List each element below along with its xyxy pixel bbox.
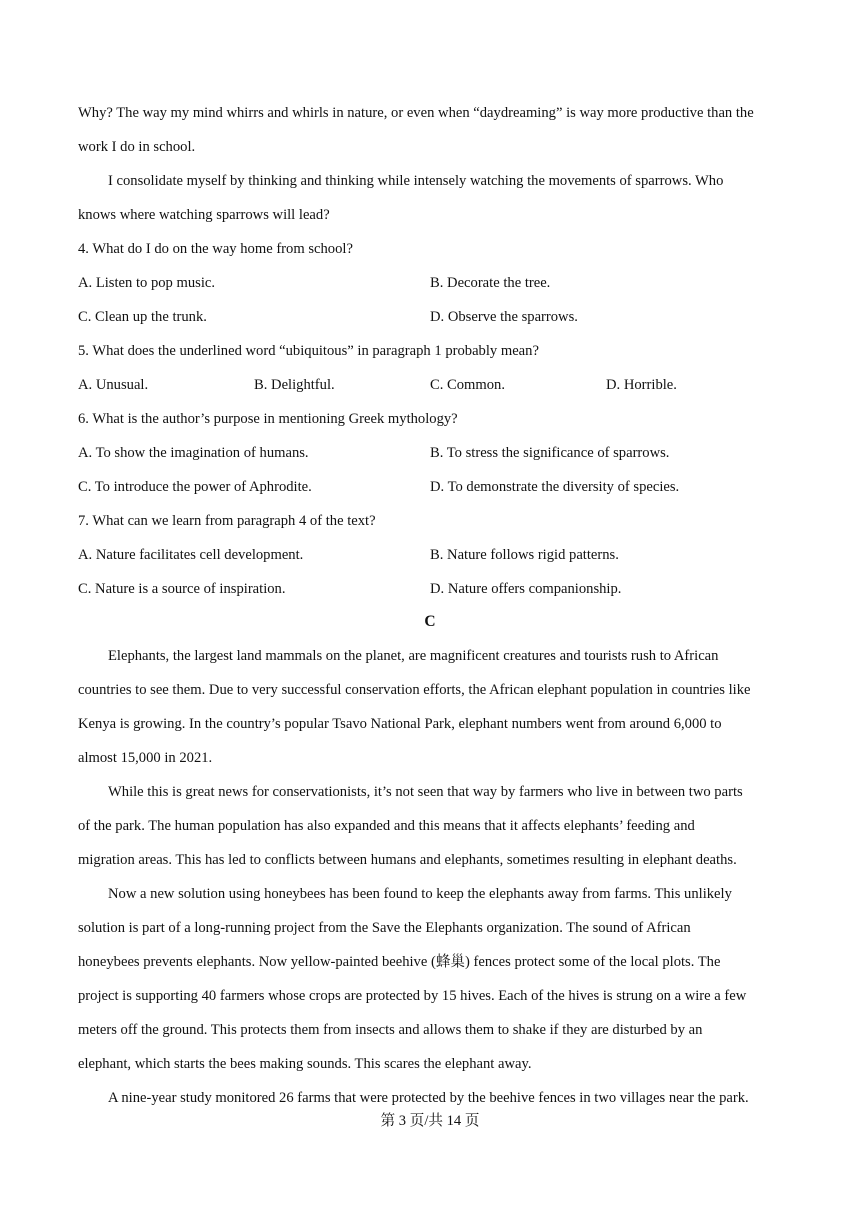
option-a: A. Unusual. <box>78 377 149 393</box>
passage-line: While this is great news for conservationists, it’s not seen that way by farmers who live in between two parts <box>108 784 743 800</box>
option-c: C. Clean up the trunk. <box>78 309 207 325</box>
passage-line: Elephants, the largest land mammals on the planet, are magnificent creatures and tourists rush to African <box>108 648 719 664</box>
question-stem: 7. What can we learn from paragraph 4 of the text? <box>78 513 376 529</box>
passage-line: Now a new solution using honeybees has been found to keep the elephants away from farms. This unlikely <box>108 886 732 902</box>
question-stem: 6. What is the author’s purpose in mentioning Greek mythology? <box>78 411 458 427</box>
option-a: A. Listen to pop music. <box>78 275 216 291</box>
option-c: C. To introduce the power of Aphrodite. <box>78 479 312 495</box>
option-d: D. Nature offers companionship. <box>430 581 622 597</box>
passage-line: of the park. The human population has also expanded and this means that it affects elephants’ feeding and <box>78 818 695 834</box>
passage-line: Why? The way my mind whirrs and whirls in nature, or even when “daydreaming” is way more productive than the <box>78 105 754 121</box>
passage-line: A nine-year study monitored 26 farms that were protected by the beehive fences in two villages near the park. <box>108 1090 749 1106</box>
option-c: C. Nature is a source of inspiration. <box>78 581 286 597</box>
option-b: B. Nature follows rigid patterns. <box>430 547 619 563</box>
passage-line: elephant, which starts the bees making sounds. This scares the elephant away. <box>78 1056 532 1072</box>
passage-line: I consolidate myself by thinking and thinking while intensely watching the movements of sparrows. Who <box>108 173 724 189</box>
section-title: C <box>424 613 436 630</box>
option-a: A. Nature facilitates cell development. <box>78 547 304 563</box>
passage-line: project is supporting 40 farmers whose crops are protected by 15 hives. Each of the hives is strung on a wire a few <box>78 988 747 1004</box>
option-a: A. To show the imagination of humans. <box>78 445 309 461</box>
option-c: C. Common. <box>430 377 506 393</box>
passage-line: countries to see them. Due to very successful conservation efforts, the African elephant population in countries like <box>78 682 751 698</box>
option-b: B. To stress the significance of sparrows. <box>430 445 670 461</box>
passage-line: solution is part of a long-running project from the Save the Elephants organization. The sound of African <box>78 920 691 936</box>
option-b: B. Delightful. <box>254 377 335 393</box>
passage-line: meters off the ground. This protects them from insects and allows them to shake if they are disturbed by an <box>78 1022 703 1038</box>
passage-line: honeybees prevents elephants. Now yellow-painted beehive (蜂巢) fences protect some of the local plots. The <box>78 954 721 970</box>
passage-line: work I do in school. <box>78 139 196 155</box>
passage-line: migration areas. This has led to conflicts between humans and elephants, sometimes resulting in elephant deaths. <box>78 852 737 868</box>
question-stem: 5. What does the underlined word “ubiquitous” in paragraph 1 probably mean? <box>78 343 539 359</box>
option-b: B. Decorate the tree. <box>430 275 551 291</box>
passage-line: knows where watching sparrows will lead? <box>78 207 330 223</box>
passage-line: Kenya is growing. In the country’s popular Tsavo National Park, elephant numbers went from around 6,000 to <box>78 716 722 732</box>
question-stem: 4. What do I do on the way home from school? <box>78 241 353 257</box>
option-d: D. To demonstrate the diversity of species. <box>430 479 680 495</box>
page-footer: 第 3 页/共 14 页 <box>380 1113 480 1129</box>
option-d: D. Observe the sparrows. <box>430 309 578 325</box>
passage-line: almost 15,000 in 2021. <box>78 750 213 766</box>
option-d: D. Horrible. <box>606 377 677 393</box>
